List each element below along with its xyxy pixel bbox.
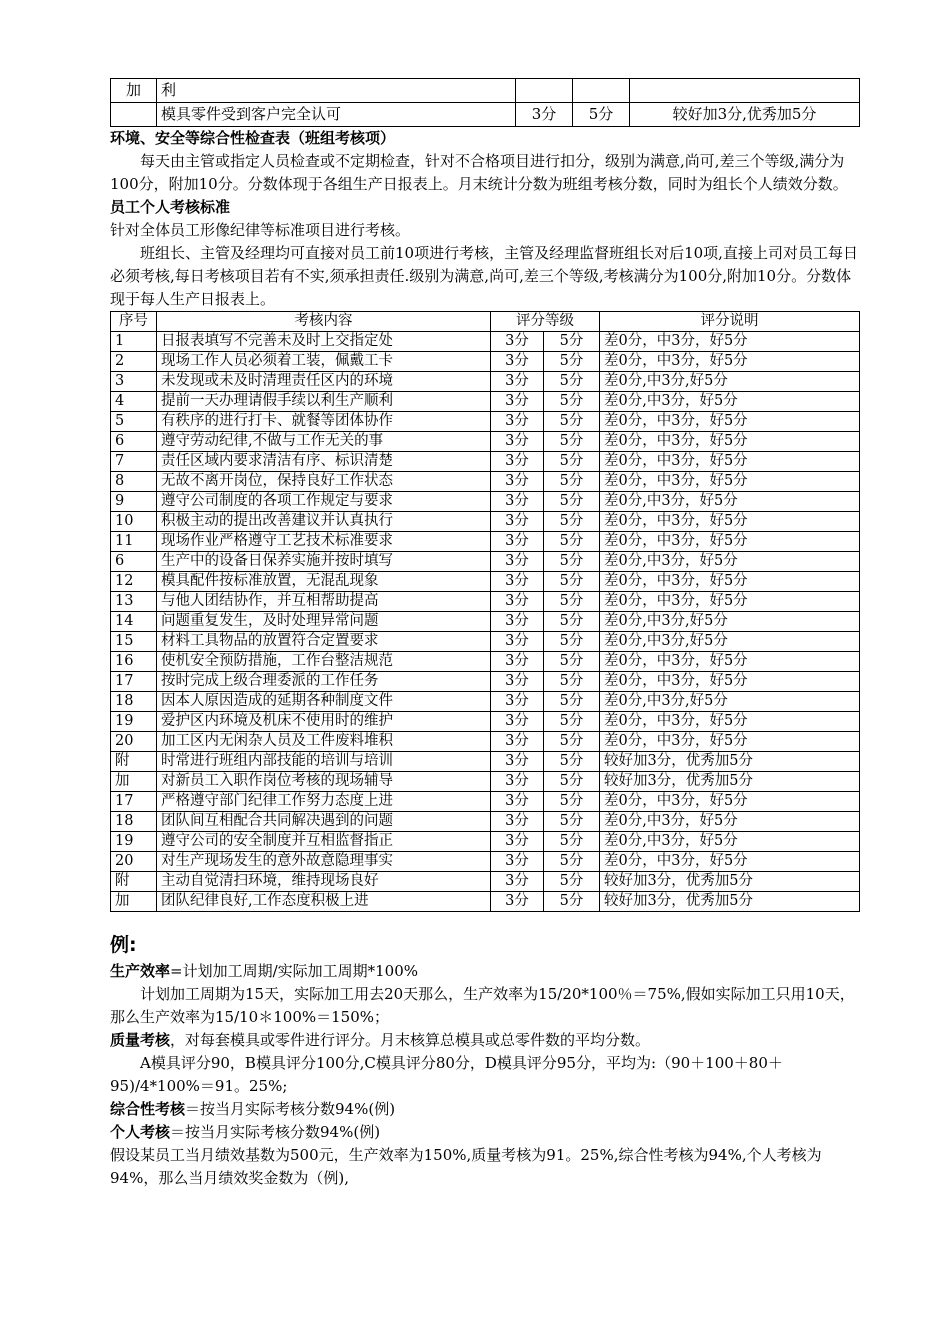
table-cell: 较好加3分,优秀加5分 [630,103,860,127]
cell-s2: 5分 [544,732,600,752]
cell-no: 16 [111,652,157,672]
cell-s1: 3分 [491,332,544,352]
cell-desc: 差0分，中3分，好5分 [600,792,860,812]
cell-desc: 差0分,中3分，好5分 [600,392,860,412]
cell-content: 遵守公司制度的各项工作规定与要求 [157,492,491,512]
cell-s1: 3分 [491,892,544,912]
cell-s1: 3分 [491,452,544,472]
table-row [111,852,860,872]
cell-desc: 差0分，中3分，好5分 [600,532,860,552]
cell-desc: 差0分,中3分，好5分 [600,832,860,852]
cell-s2: 5分 [544,332,600,352]
text: ，对每套模具或零件进行评分。月末核算总模具或总零件数的平均分数。 [170,1031,651,1049]
section-heading: 员工个人考核标准 [110,198,231,216]
assessment-table [110,311,860,912]
table-row [111,652,860,672]
table-row [111,732,860,752]
cell-s2: 5分 [544,892,600,912]
cell-s2: 5分 [544,392,600,412]
cell-no: 11 [111,532,157,552]
cell-s1: 3分 [491,872,544,892]
cell-no: 15 [111,632,157,652]
top-table [110,78,860,127]
cell-desc: 差0分,中3分，好5分 [600,552,860,572]
formula: =计划加工周期/实际加工周期*100% [170,962,419,980]
cell-content: 日报表填写不完善未及时上交指定处 [157,332,491,352]
cell-s2: 5分 [544,852,600,872]
cell-no: 6 [111,552,157,572]
cell-content: 无故不离开岗位，保持良好工作状态 [157,472,491,492]
cell-s1: 3分 [491,592,544,612]
cell-content: 问题重复发生，及时处理异常问题 [157,612,491,632]
cell-content: 材料工具物品的放置符合定置要求 [157,632,491,652]
cell-no: 8 [111,472,157,492]
cell-desc: 差0分，中3分，好5分 [600,512,860,532]
paragraph: 假设某员工当月绩效基数为500元，生产效率为150%,质量考核为91。25%,综合性考核为94%,个人考核为94%，那么当月绩效奖金数为（例), [110,1146,822,1187]
cell-s1: 3分 [491,512,544,532]
cell-content: 爱护区内环境及机床不使用时的维护 [157,712,491,732]
cell-no: 5 [111,412,157,432]
table-cell [516,79,573,103]
cell-s1: 3分 [491,792,544,812]
cell-content: 模具配件按标准放置，无混乱现象 [157,572,491,592]
cell-desc: 差0分，中3分，好5分 [600,852,860,872]
cell-desc: 差0分，中3分，好5分 [600,412,860,432]
table-cell [630,79,860,103]
column-header: 考核内容 [157,312,491,332]
table-row [111,692,860,712]
table-row [111,492,860,512]
label: 生产效率 [110,962,171,980]
paragraph [110,960,860,983]
table-row [111,572,860,592]
cell-desc: 差0分,中3分,好5分 [600,692,860,712]
table-cell: 5分 [573,103,630,127]
table-row [111,632,860,652]
table-row [111,612,860,632]
paragraph: A模具评分90，B模具评分100分,C模具评分80分，D模具评分95分，平均为:（90＋100＋80＋95)/4*100%＝91。25%; [110,1054,783,1095]
cell-content: 加工区内无闲杂人员及工件废料堆积 [157,732,491,752]
cell-no: 加 [111,892,157,912]
table-row [111,712,860,732]
cell-content: 现场作业严格遵守工艺技术标准要求 [157,532,491,552]
cell-no: 18 [111,812,157,832]
table-row [111,672,860,692]
cell-s2: 5分 [544,832,600,852]
cell-content: 生产中的设备日保养实施并按时填写 [157,552,491,572]
cell-desc: 差0分,中3分,好5分 [600,372,860,392]
paragraph: 针对全体员工形像纪律等标准项目进行考核。 [110,221,411,239]
cell-content: 团队间互相配合共同解决遇到的问题 [157,812,491,832]
cell-s1: 3分 [491,492,544,512]
cell-desc: 差0分，中3分，好5分 [600,652,860,672]
cell-desc: 差0分，中3分，好5分 [600,332,860,352]
cell-no: 7 [111,452,157,472]
table-cell: 加 [111,79,157,103]
cell-desc: 差0分，中3分，好5分 [600,672,860,692]
table-row [111,412,860,432]
cell-no: 17 [111,672,157,692]
label: 综合性考核 [110,1100,186,1118]
cell-s2: 5分 [544,812,600,832]
cell-s2: 5分 [544,872,600,892]
table-row [111,772,860,792]
cell-no: 9 [111,492,157,512]
text: ＝按当月实际考核分数94%(例) [170,1123,381,1141]
cell-desc: 较好加3分，优秀加5分 [600,772,860,792]
cell-s1: 3分 [491,852,544,872]
label: 个人考核 [110,1123,171,1141]
cell-content: 与他人团结协作，并互相帮助提高 [157,592,491,612]
cell-desc: 差0分,中3分，好5分 [600,812,860,832]
cell-no: 12 [111,572,157,592]
document-page [110,78,860,1190]
cell-content: 对生产现场发生的意外故意隐理事实 [157,852,491,872]
cell-content: 未发现或未及时清理责任区内的环境 [157,372,491,392]
cell-s1: 3分 [491,432,544,452]
cell-s2: 5分 [544,672,600,692]
cell-desc: 差0分,中3分，好5分 [600,492,860,512]
cell-s2: 5分 [544,772,600,792]
cell-desc: 较好加3分，优秀加5分 [600,752,860,772]
cell-s2: 5分 [544,372,600,392]
example-title: 例: [110,934,137,956]
cell-no: 20 [111,732,157,752]
table-row [111,552,860,572]
cell-s1: 3分 [491,552,544,572]
cell-desc: 较好加3分，优秀加5分 [600,872,860,892]
cell-content: 积极主动的提出改善建议并认真执行 [157,512,491,532]
cell-desc: 差0分，中3分，好5分 [600,432,860,452]
table-row [111,532,860,552]
section-heading: 环境、安全等综合性检查表（班组考核项） [110,129,396,147]
cell-no: 20 [111,852,157,872]
table-row [111,79,860,103]
table-cell [573,79,630,103]
cell-s2: 5分 [544,692,600,712]
cell-s1: 3分 [491,412,544,432]
cell-s2: 5分 [544,752,600,772]
cell-no: 13 [111,592,157,612]
cell-no: 附 [111,872,157,892]
table-row [111,352,860,372]
table-cell: 3分 [516,103,573,127]
cell-no: 14 [111,612,157,632]
cell-s1: 3分 [491,532,544,552]
table-cell [111,103,157,127]
cell-content: 有秩序的进行打卡、就餐等团体协作 [157,412,491,432]
column-header: 评分说明 [600,312,860,332]
cell-s1: 3分 [491,692,544,712]
cell-s1: 3分 [491,672,544,692]
table-row [111,892,860,912]
cell-s1: 3分 [491,772,544,792]
cell-content: 责任区域内要求清洁有序、标识清楚 [157,452,491,472]
cell-s1: 3分 [491,752,544,772]
cell-content: 时常进行班组内部技能的培训与培训 [157,752,491,772]
cell-content: 提前一天办理请假手续以利生产顺利 [157,392,491,412]
cell-s1: 3分 [491,612,544,632]
table-row [111,452,860,472]
cell-no: 1 [111,332,157,352]
cell-s2: 5分 [544,472,600,492]
cell-s1: 3分 [491,712,544,732]
cell-no: 6 [111,432,157,452]
cell-no: 19 [111,832,157,852]
table-row [111,832,860,852]
cell-s1: 3分 [491,472,544,492]
table-header-row [111,312,860,332]
cell-content: 团队纪律良好,工作态度积极上进 [157,892,491,912]
cell-content: 使机安全预防措施，工作台整洁规范 [157,652,491,672]
cell-s2: 5分 [544,492,600,512]
cell-s2: 5分 [544,632,600,652]
paragraph: 班组长、主管及经理均可直接对员工前10项进行考核，主管及经理监督班组长对后10项,直接上司对员工每日必须考核,每日考核项目若有不实,须承担责任.级别为满意,尚可,差三个等级,考核满分为100分,附加10分。分数体现于每人生产日报表上。 [110,244,858,308]
cell-no: 10 [111,512,157,532]
table-cell: 利 [157,79,516,103]
table-row [111,592,860,612]
cell-s1: 3分 [491,372,544,392]
cell-content: 现场工作人员必须着工装，佩戴工卡 [157,352,491,372]
cell-s1: 3分 [491,632,544,652]
cell-desc: 差0分,中3分,好5分 [600,612,860,632]
cell-s1: 3分 [491,572,544,592]
table-row [111,872,860,892]
cell-s2: 5分 [544,712,600,732]
cell-desc: 差0分,中3分,好5分 [600,632,860,652]
cell-s2: 5分 [544,512,600,532]
cell-content: 遵守公司的安全制度并互相监督指正 [157,832,491,852]
cell-content: 主动自觉清扫环境，维持现场良好 [157,872,491,892]
cell-s2: 5分 [544,572,600,592]
column-header: 序号 [111,312,157,332]
paragraph: 计划加工周期为15天，实际加工用去20天那么，生产效率为15/20*100％＝75%,假如实际加工只用10天，那么生产效率为15/10＊100%＝150%； [110,985,855,1026]
cell-s2: 5分 [544,352,600,372]
table-row [111,512,860,532]
cell-no: 19 [111,712,157,732]
table-row [111,792,860,812]
cell-s1: 3分 [491,352,544,372]
label: 质量考核 [110,1031,171,1049]
cell-no: 18 [111,692,157,712]
column-header: 评分等级 [491,312,600,332]
cell-desc: 差0分，中3分，好5分 [600,352,860,372]
cell-no: 3 [111,372,157,392]
paragraph: 每天由主管或指定人员检查或不定期检查，针对不合格项目进行扣分，级别为满意,尚可,差三个等级,满分为100分，附加10分。分数体现于各组生产日报表上。月末统计分数为班组考核分数，同时为组长个人绩效分数。 [110,152,848,193]
cell-s2: 5分 [544,432,600,452]
cell-desc: 差0分，中3分，好5分 [600,472,860,492]
text: ＝按当月实际考核分数94%(例) [185,1100,396,1118]
table-row [111,103,860,127]
paragraph [110,1029,860,1052]
cell-s1: 3分 [491,732,544,752]
cell-no: 17 [111,792,157,812]
cell-desc: 较好加3分，优秀加5分 [600,892,860,912]
cell-s1: 3分 [491,832,544,852]
cell-content: 严格遵守部门纪律工作努力态度上进 [157,792,491,812]
cell-desc: 差0分，中3分，好5分 [600,572,860,592]
cell-content: 按时完成上级合理委派的工作任务 [157,672,491,692]
cell-s1: 3分 [491,652,544,672]
table-row [111,432,860,452]
table-row [111,372,860,392]
cell-s2: 5分 [544,552,600,572]
table-cell: 模具零件受到客户完全认可 [157,103,516,127]
table-row [111,812,860,832]
paragraph [110,1121,860,1144]
cell-desc: 差0分，中3分，好5分 [600,452,860,472]
cell-s2: 5分 [544,412,600,432]
cell-content: 因本人原因造成的延期各种制度文件 [157,692,491,712]
cell-s2: 5分 [544,592,600,612]
table-row [111,752,860,772]
cell-s2: 5分 [544,612,600,632]
cell-desc: 差0分，中3分，好5分 [600,592,860,612]
table-row [111,332,860,352]
cell-s1: 3分 [491,392,544,412]
cell-no: 附 [111,752,157,772]
cell-s2: 5分 [544,652,600,672]
cell-desc: 差0分，中3分，好5分 [600,732,860,752]
cell-no: 4 [111,392,157,412]
paragraph [110,1098,860,1121]
cell-no: 加 [111,772,157,792]
table-row [111,392,860,412]
cell-s2: 5分 [544,792,600,812]
cell-content: 对新员工入职作岗位考核的现场辅导 [157,772,491,792]
table-row [111,472,860,492]
cell-s2: 5分 [544,532,600,552]
cell-desc: 差0分，中3分，好5分 [600,712,860,732]
cell-no: 2 [111,352,157,372]
cell-s1: 3分 [491,812,544,832]
cell-s2: 5分 [544,452,600,472]
cell-content: 遵守劳动纪律,不做与工作无关的事 [157,432,491,452]
